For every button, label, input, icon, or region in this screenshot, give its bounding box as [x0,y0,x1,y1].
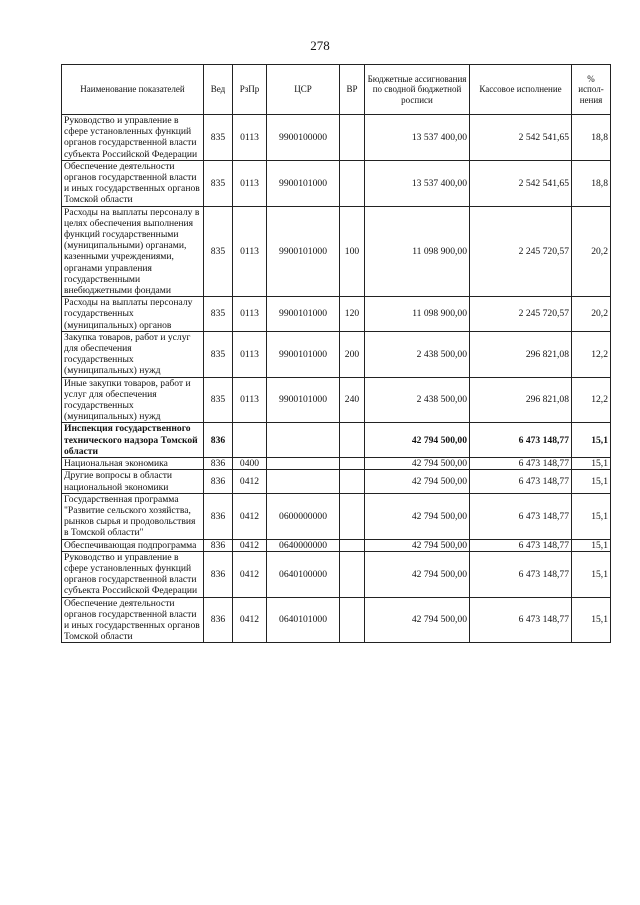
cell-name: Обеспечение деятельности органов государственной власти и иных государственных органов Томской области [62,160,204,206]
cell-csr: 9900100000 [267,115,340,161]
cell-ved: 836 [204,539,233,551]
table-row [62,458,611,470]
cell-vr: 200 [340,331,365,377]
cell-cash: 2 245 720,57 [470,206,572,297]
table-row [62,297,611,332]
cell-vr [340,160,365,206]
cell-pct: 12,2 [572,377,611,423]
cell-csr: 0600000000 [267,493,340,539]
table-row [62,115,611,161]
cell-rzpr [233,423,267,458]
cell-assign: 42 794 500,00 [365,458,470,470]
cell-vr [340,493,365,539]
table-row [62,493,611,539]
table-row [62,160,611,206]
header-assignments: Бюджетные ассигнования по сводной бюджетной росписи [365,65,470,115]
cell-cash: 6 473 148,77 [470,539,572,551]
cell-ved: 836 [204,470,233,493]
cell-assign: 13 537 400,00 [365,160,470,206]
cell-vr [340,539,365,551]
cell-vr: 240 [340,377,365,423]
header-vr: ВР [340,65,365,115]
cell-csr [267,458,340,470]
cell-ved: 835 [204,297,233,332]
cell-pct: 12,2 [572,331,611,377]
cell-rzpr: 0113 [233,297,267,332]
cell-rzpr: 0113 [233,115,267,161]
cell-rzpr: 0412 [233,470,267,493]
table-row [62,551,611,597]
header-csr: ЦСР [267,65,340,115]
cell-ved: 835 [204,115,233,161]
cell-rzpr: 0113 [233,206,267,297]
cell-cash: 2 542 541,65 [470,115,572,161]
table-row [62,377,611,423]
cell-csr: 9900101000 [267,377,340,423]
cell-name: Национальная экономика [62,458,204,470]
cell-csr: 0640100000 [267,551,340,597]
cell-csr [267,423,340,458]
cell-rzpr: 0400 [233,458,267,470]
cell-vr [340,470,365,493]
cell-cash: 6 473 148,77 [470,470,572,493]
cell-vr: 100 [340,206,365,297]
cell-assign: 11 098 900,00 [365,206,470,297]
table-row [62,423,611,458]
cell-rzpr: 0412 [233,551,267,597]
cell-csr: 9900101000 [267,331,340,377]
table-row [62,470,611,493]
cell-cash: 296 821,08 [470,331,572,377]
cell-assign: 42 794 500,00 [365,470,470,493]
cell-ved: 836 [204,423,233,458]
header-cash-execution: Кассовое исполнение [470,65,572,115]
cell-cash: 6 473 148,77 [470,458,572,470]
cell-ved: 836 [204,458,233,470]
cell-csr: 9900101000 [267,206,340,297]
cell-ved: 836 [204,493,233,539]
cell-csr: 0640000000 [267,539,340,551]
cell-assign: 11 098 900,00 [365,297,470,332]
cell-ved: 835 [204,377,233,423]
cell-pct: 20,2 [572,297,611,332]
cell-rzpr: 0412 [233,493,267,539]
cell-assign: 42 794 500,00 [365,539,470,551]
cell-assign: 42 794 500,00 [365,551,470,597]
cell-pct: 15,1 [572,493,611,539]
header-name: Наименование показателей [62,65,204,115]
cell-ved: 835 [204,206,233,297]
cell-name: Инспекция государственного технического надзора Томской области [62,423,204,458]
cell-pct: 15,1 [572,423,611,458]
cell-csr: 0640101000 [267,597,340,643]
cell-pct: 15,1 [572,458,611,470]
cell-pct: 15,1 [572,551,611,597]
cell-vr [340,423,365,458]
cell-name: Обеспечивающая подпрограмма [62,539,204,551]
header-percent: % испол-нения [572,65,611,115]
table-row [62,539,611,551]
cell-vr [340,597,365,643]
cell-cash: 6 473 148,77 [470,423,572,458]
cell-name: Обеспечение деятельности органов государственной власти и иных государственных органов Томской области [62,597,204,643]
cell-name: Закупка товаров, работ и услуг для обеспечения государственных (муниципальных) нужд [62,331,204,377]
cell-ved: 836 [204,551,233,597]
cell-pct: 18,8 [572,115,611,161]
cell-cash: 296 821,08 [470,377,572,423]
cell-name: Государственная программа "Развитие сельского хозяйства, рынков сырья и продовольствия в Томской области" [62,493,204,539]
cell-name: Другие вопросы в области национальной экономики [62,470,204,493]
cell-csr [267,470,340,493]
cell-vr [340,551,365,597]
cell-ved: 835 [204,331,233,377]
cell-assign: 13 537 400,00 [365,115,470,161]
table-row [62,331,611,377]
cell-cash: 2 245 720,57 [470,297,572,332]
cell-cash: 2 542 541,65 [470,160,572,206]
cell-ved: 836 [204,597,233,643]
cell-pct: 15,1 [572,539,611,551]
header-ved: Вед [204,65,233,115]
cell-vr [340,458,365,470]
cell-cash: 6 473 148,77 [470,597,572,643]
cell-pct: 15,1 [572,597,611,643]
cell-pct: 15,1 [572,470,611,493]
cell-rzpr: 0412 [233,597,267,643]
cell-assign: 42 794 500,00 [365,493,470,539]
cell-assign: 2 438 500,00 [365,377,470,423]
budget-table [61,64,611,643]
cell-assign: 42 794 500,00 [365,597,470,643]
cell-rzpr: 0113 [233,160,267,206]
table-header-row [62,65,611,115]
cell-vr [340,115,365,161]
cell-name: Расходы на выплаты персоналу в целях обеспечения выполнения функций государственными (муниципальными) органами, казенными учреждениями, органами управления государственными внебюджетными фондами [62,206,204,297]
cell-pct: 20,2 [572,206,611,297]
cell-rzpr: 0412 [233,539,267,551]
page-number: 278 [310,38,330,53]
cell-rzpr: 0113 [233,331,267,377]
cell-cash: 6 473 148,77 [470,493,572,539]
cell-assign: 2 438 500,00 [365,331,470,377]
cell-name: Руководство и управление в сфере установленных функций органов государственной власти субъекта Российской Федерации [62,115,204,161]
cell-name: Иные закупки товаров, работ и услуг для обеспечения государственных (муниципальных) нужд [62,377,204,423]
cell-name: Расходы на выплаты персоналу государственных (муниципальных) органов [62,297,204,332]
table-row [62,206,611,297]
cell-cash: 6 473 148,77 [470,551,572,597]
cell-name: Руководство и управление в сфере установленных функций органов государственной власти субъекта Российской Федерации [62,551,204,597]
cell-rzpr: 0113 [233,377,267,423]
table-row [62,597,611,643]
cell-ved: 835 [204,160,233,206]
cell-vr: 120 [340,297,365,332]
header-rzpr: РзПр [233,65,267,115]
cell-csr: 9900101000 [267,297,340,332]
cell-assign: 42 794 500,00 [365,423,470,458]
cell-csr: 9900101000 [267,160,340,206]
cell-pct: 18,8 [572,160,611,206]
